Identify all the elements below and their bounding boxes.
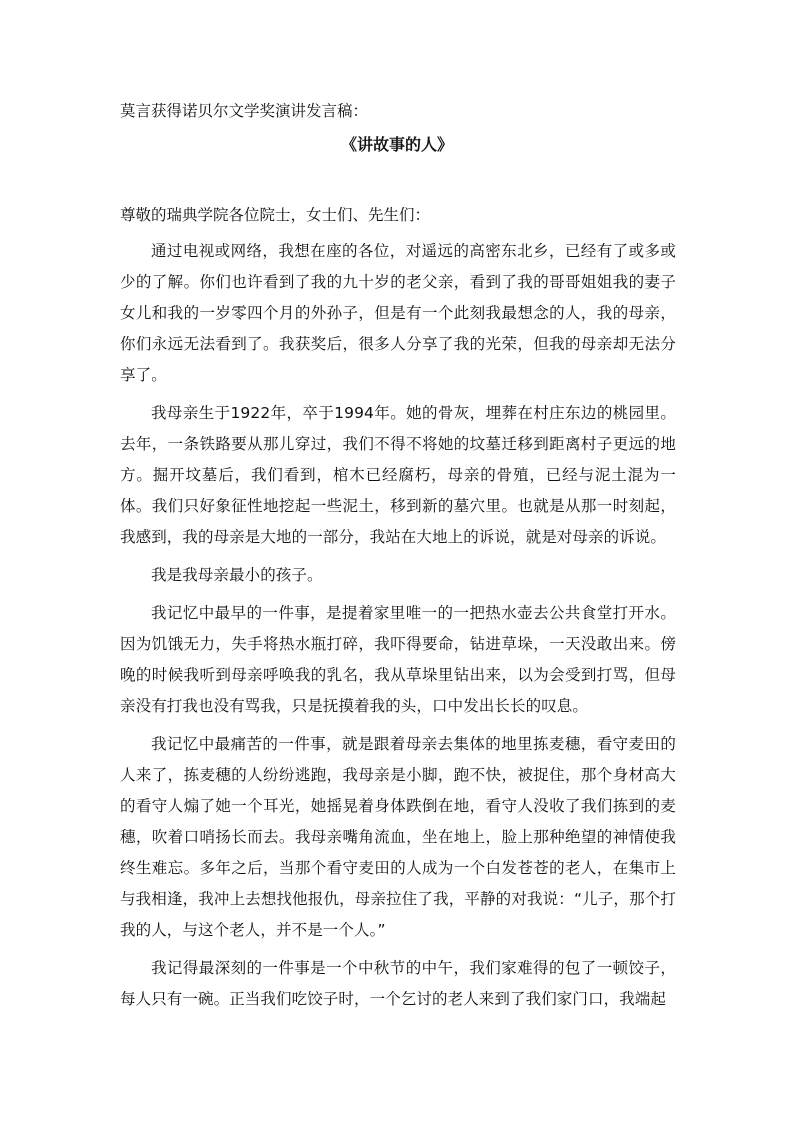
salutation: 尊敬的瑞典学院各位院士，女士们、先生们： — [120, 206, 431, 224]
document-title: 莫言获得诺贝尔文学奖演讲发言稿： — [120, 102, 369, 120]
speech-body — [120, 236, 676, 1015]
paragraph-1: 通过电视或网络，我想在座的各位，对遥远的高密东北乡，已经有了或多或少的了解。你们也许看到了我的九十岁的老父亲，看到了我的哥哥姐姐我的妻子女儿和我的一岁零四个月的外孙子，但是有一个此刻我最想念的人，我的母亲，你们永远无法看到了。我获奖后，很多人分享了我的光荣，但我的母亲却无法分享了。 — [120, 242, 676, 384]
paragraph-3: 我是我母亲最小的孩子。 — [151, 566, 323, 584]
speech-title: 《讲故事的人》 — [340, 135, 453, 154]
paragraph-6: 我记得最深刻的一件事是一个中秋节的中午，我们家难得的包了一顿饺子，每人只有一碗。正当我们吃饺子时，一个乞讨的老人来到了我们家门口，我端起 — [120, 959, 676, 1008]
paragraph-5: 我记忆中最痛苦的一件事，就是跟着母亲去集体的地里拣麦穗，看守麦田的人来了，拣麦穗的人纷纷逃跑，我母亲是小脚，跑不快，被捉住，那个身材高大的看守人煽了她一个耳光，她摇晃着身体跌倒在地，看守人没收了我们拣到的麦穗，吹着口哨扬长而去。我母亲嘴角流血，坐在地上，脸上那种绝望的神情使我终生难忘。多年之后，当那个看守麦田的人成为一个白发苍苍的老人，在集市上与我相逢，我冲上去想找他报仇，母亲拉住了我，平静的对我说：“儿子，那个打我的人，与这个老人，并不是一个人。” — [120, 735, 676, 939]
paragraph-4: 我记忆中最早的一件事，是提着家里唯一的一把热水壶去公共食堂打开水。因为饥饿无力，失手将热水瓶打碎，我吓得要命，钻进草垛，一天没敢出来。傍晚的时候我听到母亲呼唤我的乳名，我从草垛里钻出来，以为会受到打骂，但母亲没有打我也没有骂我，只是抚摸着我的头，口中发出长长的叹息。 — [120, 604, 676, 715]
paragraph-2: 我母亲生于1922年，卒于1994年。她的骨灰，埋葬在村庄东边的桃园里。去年，一条铁路要从那儿穿过，我们不得不将她的坟墓迁移到距离村子更远的地方。掘开坟墓后，我们看到，棺木已经腐朽，母亲的骨殖，已经与泥土混为一体。我们只好象征性地挖起一些泥土，移到新的墓穴里。也就是从那一时刻起，我感到，我的母亲是大地的一部分，我站在大地上的诉说，就是对母亲的诉说。 — [120, 404, 676, 546]
